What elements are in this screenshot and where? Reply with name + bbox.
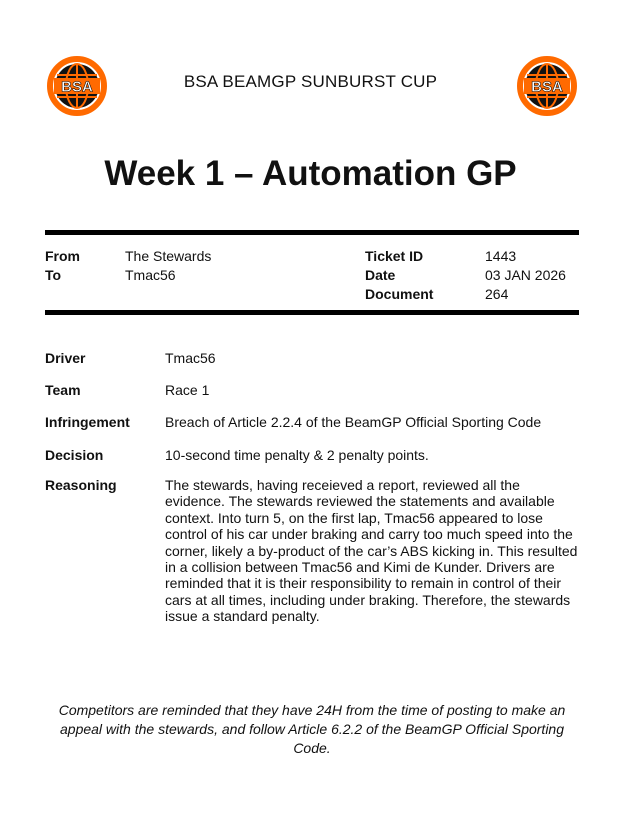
organization-title: BSA BEAMGP SUNBURST CUP xyxy=(183,72,438,91)
ticket-id-value: 1443 xyxy=(485,248,517,264)
meta-from-row xyxy=(45,247,345,266)
driver-label: Driver xyxy=(45,350,86,366)
ticket-id-label: Ticket ID xyxy=(365,248,424,264)
meta-to-row xyxy=(45,266,345,285)
date-value: 03 JAN 2026 xyxy=(485,267,566,283)
bsa-logo-right xyxy=(514,55,580,117)
divider-top xyxy=(45,230,579,235)
decision-row xyxy=(45,447,581,477)
meta-ticket-row xyxy=(365,247,579,266)
to-value: Tmac56 xyxy=(125,267,176,283)
team-value: Race 1 xyxy=(165,382,210,398)
svg-text:BSA: BSA xyxy=(531,78,563,96)
appeal-notice: Competitors are reminded that they have 24H from the time of posting to make an appeal with the stewards, and follow Article 6.2.2 of the BeamGP Official Sporting Code. xyxy=(58,702,566,756)
meta-document-row xyxy=(365,285,579,304)
team-label: Team xyxy=(45,382,81,398)
to-label: To xyxy=(45,267,62,283)
infringement-label: Infringement xyxy=(45,414,130,430)
driver-row xyxy=(45,350,581,382)
driver-value: Tmac56 xyxy=(165,350,216,366)
document-label: Document xyxy=(365,286,434,302)
meta-date-row xyxy=(365,266,579,285)
reasoning-label: Reasoning xyxy=(45,477,117,493)
globe-logo-icon xyxy=(514,55,580,117)
divider-bottom xyxy=(45,310,579,315)
decision-label: Decision xyxy=(45,447,104,463)
meta-addressing xyxy=(45,247,345,285)
infringement-value: Breach of Article 2.2.4 of the BeamGP Official Sporting Code xyxy=(165,414,542,430)
decision-details xyxy=(45,350,581,625)
team-row xyxy=(45,382,581,414)
meta-reference xyxy=(365,247,579,304)
document-value: 264 xyxy=(485,286,509,302)
reasoning-value: The stewards, having receieved a report, reviewed all the evidence. The stewards reviewed the statements and available context. Into turn 5, on the first lap, Tmac56 appeared to lose control of his car under braking and carry too much speed into the corner, likely a by-product of the car’s ABS kicking in. This resulted in a collision between Tmac56 and Kimi de Kunder. Drivers are reminded that it is their responsibility to remain in control of their cars at all times, including under braking. Therefore, the stewards issue a standard penalty. xyxy=(165,477,578,625)
from-value: The Stewards xyxy=(125,248,212,264)
reasoning-row xyxy=(45,477,581,625)
from-label: From xyxy=(45,248,80,264)
date-label: Date xyxy=(365,267,396,283)
infringement-row xyxy=(45,414,581,447)
document-title: Week 1 – Automation GP xyxy=(104,154,517,193)
svg-text:BSA: BSA xyxy=(61,78,93,96)
decision-value: 10-second time penalty & 2 penalty points. xyxy=(165,447,429,463)
